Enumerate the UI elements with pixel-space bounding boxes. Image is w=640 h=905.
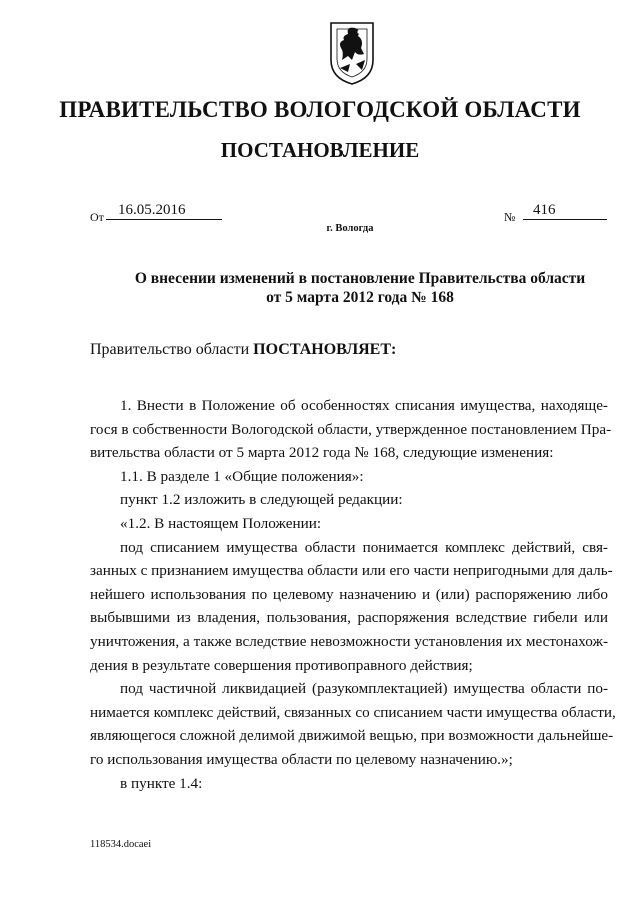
- document-subject: [80, 269, 640, 307]
- organization-title: ПРАВИТЕЛЬСТВО ВОЛОГОДСКОЙ ОБЛАСТИ: [59, 97, 581, 122]
- paragraph-5: [90, 536, 613, 678]
- text-line: уничтожения, а также вследствие невозможности установления их местонахож-: [90, 632, 608, 650]
- text-line: 1. Внести в Положение об особенностях списания имущества, находяще-: [120, 397, 608, 414]
- text-line: го использования имущества области по целевому назначению.»;: [90, 750, 513, 768]
- number-label: №: [504, 210, 516, 224]
- subject-line-2: от 5 марта 2012 года № 168: [266, 289, 454, 306]
- city-name: г. Вологда: [326, 223, 374, 234]
- document-body: [90, 394, 616, 795]
- text-line: нейшего использования по целевому назначению и (или) распоряжению либо: [90, 585, 608, 603]
- document-date: 16.05.2016: [106, 201, 222, 220]
- paragraph-7: [90, 772, 608, 796]
- text-line: под списанием имущества области понимается комплекс действий, свя-: [120, 538, 608, 556]
- text-line: под частичной ликвидацией (разукомплектацией) имущества области по-: [120, 680, 608, 698]
- paragraph-4: [90, 512, 608, 536]
- text-line: «1.2. В настоящем Положении:: [120, 514, 322, 532]
- text-line: занных с признанием имущества области или его части непригодными для даль-: [90, 562, 613, 580]
- text-line: выбывшими из владения, пользования, распоряжения вследствие гибели или: [90, 609, 608, 627]
- text-line: пункт 1.2 изложить в следующей редакции:: [120, 491, 403, 509]
- file-reference: 118534.docaei: [90, 839, 152, 850]
- date-label: От: [90, 210, 104, 224]
- text-line: вительства области от 5 марта 2012 года № 168, следующие изменения:: [90, 444, 554, 462]
- text-line: нимается комплекс действий, связанных со списанием части имущества области,: [90, 703, 616, 721]
- preamble: [90, 341, 396, 359]
- paragraph-2: [90, 465, 608, 489]
- document-number: 416: [523, 201, 607, 220]
- text-line: дения в результате совершения противоправного действия;: [90, 656, 473, 674]
- paragraph-6: [90, 677, 616, 771]
- paragraph-3: [90, 488, 608, 512]
- text-line: являющегося сложной делимой движимой вещью, при возможности дальнейше-: [90, 727, 614, 745]
- text-line: гося в собственности Вологодской области, утвержденное постановлением Пра-: [90, 420, 612, 438]
- text-line: в пункте 1.4:: [120, 774, 203, 792]
- preamble-text: Правительство области: [90, 341, 254, 358]
- coat-of-arms-emblem: [328, 20, 376, 86]
- document-type: ПОСТАНОВЛЕНИЕ: [220, 138, 420, 162]
- text-line: 1.1. В разделе 1 «Общие положения»:: [120, 467, 364, 485]
- subject-line-1: О внесении изменений в постановление Правительства области: [134, 270, 586, 287]
- paragraph-1: [90, 394, 612, 465]
- preamble-decree: ПОСТАНОВЛЯЕТ:: [253, 341, 397, 358]
